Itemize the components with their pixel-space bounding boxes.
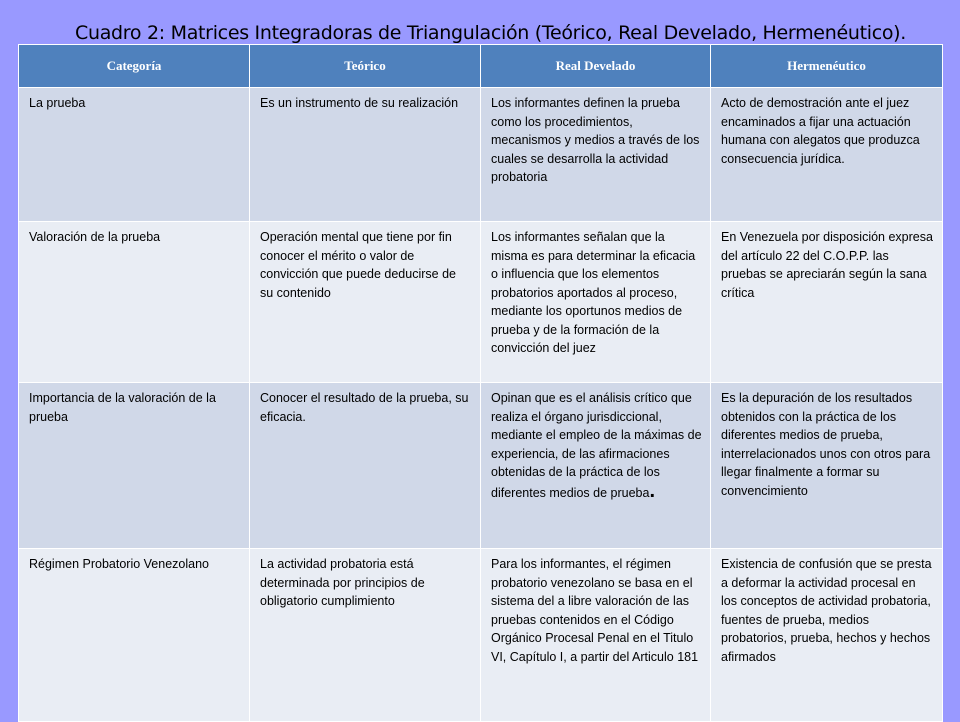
cell-real-develado [481, 383, 711, 549]
cell-hermeneutico: Acto de demostración ante el juez encaminados a fijar una actuación humana con alegatos que produzca consecuencia jurídica. [711, 88, 943, 222]
table-row [19, 383, 943, 549]
cell-categoria: Valoración de la prueba [19, 222, 250, 383]
period-mark: . [649, 479, 655, 502]
header-real-develado: Real Develado [481, 45, 711, 88]
cell-hermeneutico: Es la depuración de los resultados obtenidos con la práctica de los diferentes medios de prueba, interrelacionados unos con otros para llegar finalmente a formar su convencimiento [711, 383, 943, 549]
cell-real-develado: Los informantes definen la prueba como los procedimientos, mecanismos y medios a través de los cuales se desarrolla la actividad probatoria [481, 88, 711, 222]
table-row [19, 88, 943, 222]
cell-real-develado: Para los informantes, el régimen probatorio venezolano se basa en el sistema del a libre valoración de las pruebas contenidos en el Código Orgánico Procesal Penal en el Titulo VI, Capítulo I, a partir del Articulo 181 [481, 549, 711, 722]
header-categoria: Categoría [19, 45, 250, 88]
cell-teorico: Es un instrumento de su realización [250, 88, 481, 222]
cell-categoria: La prueba [19, 88, 250, 222]
table-header-row [19, 45, 943, 88]
triangulation-matrix-table [18, 44, 943, 722]
cell-hermeneutico: Existencia de confusión que se presta a deformar la actividad procesal en los conceptos de actividad probatoria, fuentes de prueba, medios probatorios, prueba, hechos y hechos afirmados [711, 549, 943, 722]
cell-categoria: Importancia de la valoración de la prueba [19, 383, 250, 549]
page-title: Cuadro 2: Matrices Integradoras de Triangulación (Teórico, Real Develado, Hermenéutico). [75, 22, 907, 44]
table-row [19, 549, 943, 722]
cell-hermeneutico: En Venezuela por disposición expresa del artículo 22 del C.O.P.P. las pruebas se apreciarán según la sana crítica [711, 222, 943, 383]
cell-teorico: La actividad probatoria está determinada por principios de obligatorio cumplimiento [250, 549, 481, 722]
cell-real-develado-text: Opinan que es el análisis crítico que realiza el órgano jurisdiccional, mediante el empleo de la máximas de experiencia, de las afirmaciones obtenidas de la práctica de los diferentes medios de prueba [491, 391, 702, 500]
table-row [19, 222, 943, 383]
header-teorico: Teórico [250, 45, 481, 88]
header-hermeneutico: Hermenéutico [711, 45, 943, 88]
cell-real-develado: Los informantes señalan que la misma es para determinar la eficacia o influencia que los elementos probatorios aportados al proceso, mediante los oportunos medios de prueba y de la formación de la convicción del juez [481, 222, 711, 383]
cell-categoria: Régimen Probatorio Venezolano [19, 549, 250, 722]
cell-teorico: Operación mental que tiene por fin conocer el mérito o valor de convicción que puede deducirse de su contenido [250, 222, 481, 383]
cell-teorico: Conocer el resultado de la prueba, su eficacia. [250, 383, 481, 549]
